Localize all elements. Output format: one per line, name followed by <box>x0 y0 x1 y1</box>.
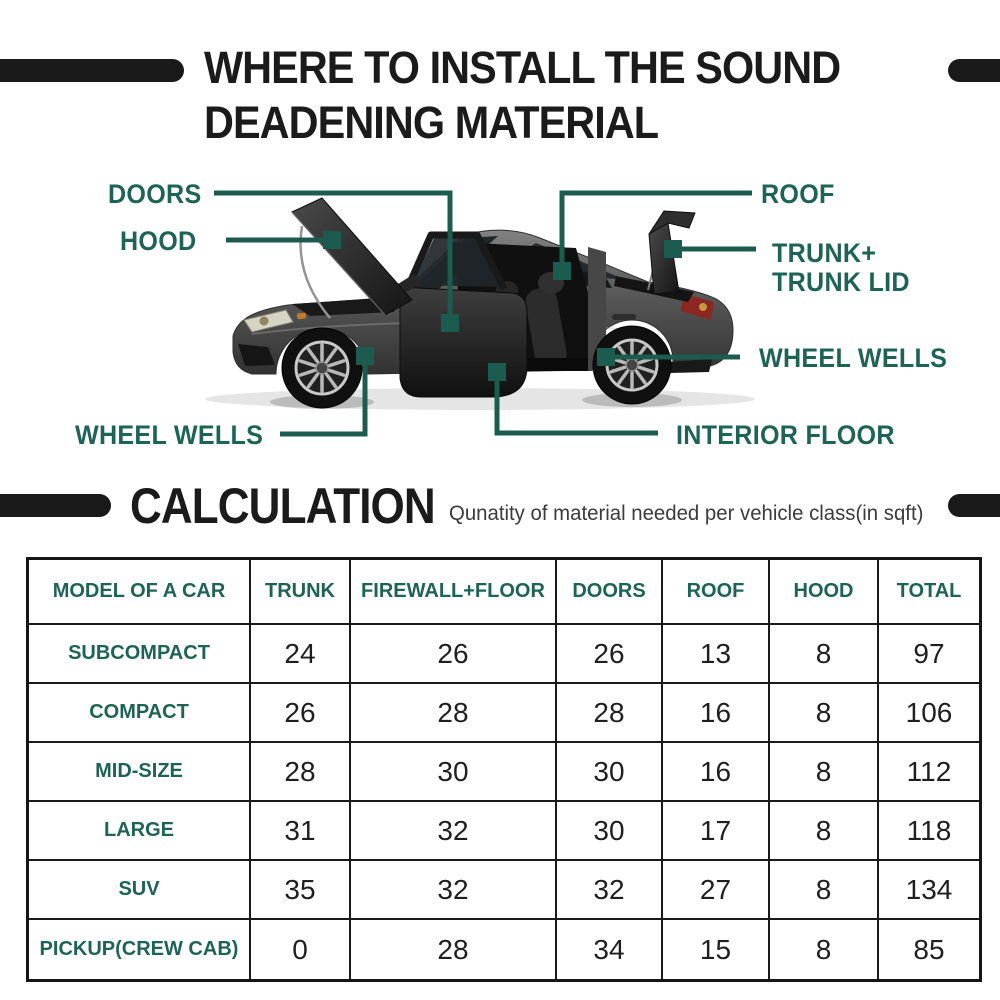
label-trunk <box>772 239 910 297</box>
label-doors: DOORS <box>108 179 202 209</box>
table-cell: 30 <box>557 743 663 802</box>
table-cell: 0 <box>251 920 351 979</box>
column-header-total: TOTAL <box>879 560 979 625</box>
table-cell: 26 <box>251 684 351 743</box>
table-cell: 30 <box>351 743 557 802</box>
car-illustration <box>205 198 755 410</box>
table-cell: 28 <box>351 920 557 979</box>
table-cell: 112 <box>879 743 979 802</box>
table-cell: 26 <box>351 625 557 684</box>
table-cell: 13 <box>663 625 770 684</box>
calc-bar-right <box>948 494 1000 517</box>
table-cell: 24 <box>251 625 351 684</box>
column-header-hood: HOOD <box>770 560 879 625</box>
label-trunk-line2: TRUNK LID <box>772 267 910 297</box>
table-cell: 30 <box>557 802 663 861</box>
column-header-trunk: TRUNK <box>251 560 351 625</box>
table-cell: 134 <box>879 861 979 920</box>
row-label: PICKUP(CREW CAB) <box>29 920 251 979</box>
table-cell: 32 <box>351 802 557 861</box>
table-cell: 85 <box>913 933 945 965</box>
row-label: LARGE <box>29 802 251 861</box>
door-handle <box>612 314 636 320</box>
table-cell: 97 <box>879 625 979 684</box>
column-header-doors: DOORS <box>557 560 663 625</box>
hood-marker <box>323 231 341 249</box>
side-marker-light <box>297 312 307 319</box>
table-cell: 32 <box>351 861 557 920</box>
label-hood: HOOD <box>120 226 197 256</box>
table-cell: 34 <box>557 920 663 979</box>
table-cell: 32 <box>557 861 663 920</box>
table-cell: 28 <box>251 743 351 802</box>
table-cell: 16 <box>663 684 770 743</box>
calc-bar-left <box>0 494 111 517</box>
table-cell: 8 <box>770 743 879 802</box>
front-wheel <box>282 328 362 408</box>
table-cell: 8 <box>770 684 879 743</box>
row-label: SUV <box>29 861 251 920</box>
row-label: SUBCOMPACT <box>29 625 251 684</box>
label-trunk-line1: TRUNK+ <box>772 238 877 268</box>
table-cell: 106 <box>879 684 979 743</box>
page-title-line1: WHERE TO INSTALL THE SOUND <box>204 42 841 93</box>
column-header-firewall-floor: FIREWALL+FLOOR <box>351 560 557 625</box>
calculation-heading: CALCULATION <box>130 478 435 534</box>
table-cell: 8 <box>770 625 879 684</box>
doors-marker <box>441 314 459 332</box>
table-cell: 31 <box>251 802 351 861</box>
table-cell: 27 <box>663 861 770 920</box>
table-cell: 26 <box>557 625 663 684</box>
label-roof: ROOF <box>761 179 835 209</box>
table-cell: 15 <box>663 920 770 979</box>
column-header-roof: ROOF <box>663 560 770 625</box>
row-label: COMPACT <box>29 684 251 743</box>
calculation-subtitle: Qunatity of material needed per vehicle class(in sqft) <box>449 502 924 525</box>
label-interior-floor: INTERIOR FLOOR <box>676 420 895 450</box>
calculation-table <box>26 557 982 982</box>
table-cell: 28 <box>351 684 557 743</box>
table-cell: 35 <box>251 861 351 920</box>
table-cell: 8 <box>770 920 879 979</box>
wheel-wells-right-marker <box>597 348 615 366</box>
table-cell: 118 <box>879 802 979 861</box>
trunk-marker <box>664 240 682 258</box>
label-wheel-wells-right: WHEEL WELLS <box>759 343 948 373</box>
roof-marker <box>553 262 571 280</box>
wheel-wells-left-marker <box>356 347 374 365</box>
label-wheel-wells-left: WHEEL WELLS <box>75 420 264 450</box>
page-title-line2: DEADENING MATERIAL <box>204 97 659 148</box>
table-cell: 8 <box>770 802 879 861</box>
table-cell: 28 <box>557 684 663 743</box>
interior-floor-marker <box>488 363 506 381</box>
column-header-model: MODEL OF A CAR <box>29 560 251 625</box>
table-cell: 16 <box>663 743 770 802</box>
row-label: MID-SIZE <box>29 743 251 802</box>
table-cell: 17 <box>663 802 770 861</box>
table-cell: 8 <box>770 861 879 920</box>
